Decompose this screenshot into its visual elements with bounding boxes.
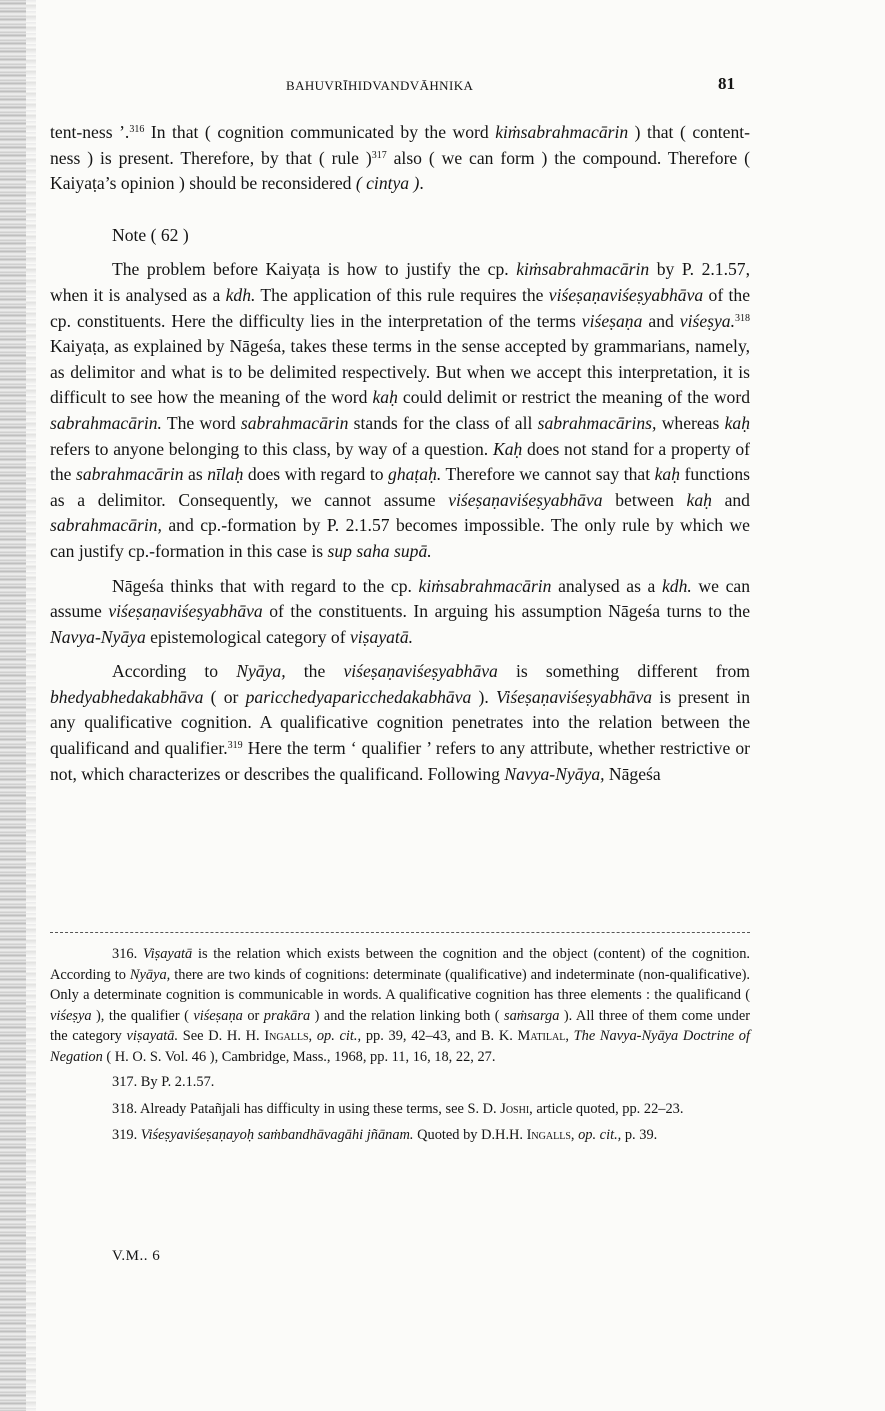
running-title: BAHUVRĪHIDVANDVĀHNIKA [286,78,474,93]
signature-mark: V.M.. 6 [112,1248,161,1264]
page-number: 81 [718,74,735,93]
footnote-316: 316. Viṣayatā is the relation which exists between the cognition and the object (content) of the cognition. According to Nyāya, there are two kinds of cognitions: determinate (qualificative) and indeterminate (non-qualificative). Only a determinate cognition is communicable in words. A qualificative cognition has three elements : the qualificand ( viśeṣya ), the qualifier ( viśeṣaṇa or prakāra ) and the relation linking both ( saṁsarga ). All three of them come under the category viṣayatā. See D. H. H. Ingalls, op. cit., pp. 39, 42–43, and B. K. Matilal, The Navya-Nyāya Doctrine of Negation ( H. O. S. Vol. 46 ), Cambridge, Mass., 1968, pp. 11, 16, 18, 22, 27. [50,946,751,1065]
paragraph-nyaya: According to Nyāya, the viśeṣaṇaviśeṣyabhāva is something different from bhedyabhedakabhāva ( or paricchedyaparicchedakabhāva ). Viśeṣaṇaviśeṣyabhāva is present in any qualificative cognition. A qualificative cognition penetrates into the relation between the qualificand and qualifier.$^{319}$ Here the term ‘ qualifier ’ refers to any attribute, whether restrictive or not, which characterizes or describes the qualificand. Following Navya-Nyāya, Nāgeśa [50,661,750,784]
footnote-ref-317: 317 [371,149,387,161]
footnote-ref-316: 316 [129,124,145,135]
body-text [50,120,750,787]
scan-binding-edge [0,0,26,1411]
page-header [0,74,885,98]
footnote-318: 318. Already Patañjali has difficulty in using these terms, see S. D. Joshi, article quoted, pp. 22–23. [112,1100,684,1117]
footnotes [50,944,750,1152]
scan-binding-shadow [26,0,36,1411]
footnote-317: 317. By P. 2.1.57. [112,1074,215,1090]
footnote-319: 319. Viśeṣyaviśeṣaṇayoḥ saṁbandhāvagāhi jñānam. Quoted by D.H.H. Ingalls, op. cit., p. 39. [112,1127,658,1143]
footnote-divider [50,932,750,933]
note-heading: Note ( 62 ) [112,224,189,245]
paragraph-note-problem: The problem before Kaiyaṭa is how to justify the cp. kiṁsabrahmacārin by P. 2.1.57, when it is analysed as a kdh. The application of this rule requires the viśeṣaṇaviśeṣyabhāva of the cp. constituents. Here the difficulty lies in the interpretation of the terms viśeṣaṇa and viśeṣya.$^{318}$ Kaiyaṭa, as explained by Nāgeśa, takes these terms in the sense accepted by grammarians, namely, as delimitor and what is to be delimited respectively. But when we accept this interpretation, it is difficult to see how the meaning of the word kaḥ could delimit or restrict the meaning of the word sabrahmacārin. The word sabrahmacārin stands for the class of all sabrahmacārins, whereas kaḥ refers to anyone belonging to this class, by way of a question. Kaḥ does not stand for a property of the sabrahmacārin as nīlaḥ does with regard to ghaṭaḥ. Therefore we cannot say that kaḥ functions as a delimitor. Consequently, we cannot assume viśeṣaṇaviśeṣyabhāva between kaḥ and sabrahmacārin, and cp.-formation by P. 2.1.57 becomes impossible. The only rule by which we can justify cp.-formation in this case is sup saha supā. [50,259,751,561]
footnote-ref-319: 319 [227,740,243,752]
paragraph-continuation: tent-ness ’.$^{316}$ In that ( cognition communicated by the word kiṁsabrahmacārin ) that ( content-ness ) is present. Therefore, by that ( rule )$^{317}$ also ( we can form ) the compound. Therefore ( Kaiyaṭa’s opinion ) should be reconsidered ( cintya ). [50,122,751,194]
footnote-ref-318: 318 [735,312,750,324]
paragraph-nagesa-view: Nāgeśa thinks that with regard to the cp. kiṁsabrahmacārin analysed as a kdh. we can assume viśeṣaṇaviśeṣyabhāva of the constituents. In arguing his assumption Nāgeśa turns to the Navya-Nyāya epistemological category of viṣayatā. [50,575,750,647]
